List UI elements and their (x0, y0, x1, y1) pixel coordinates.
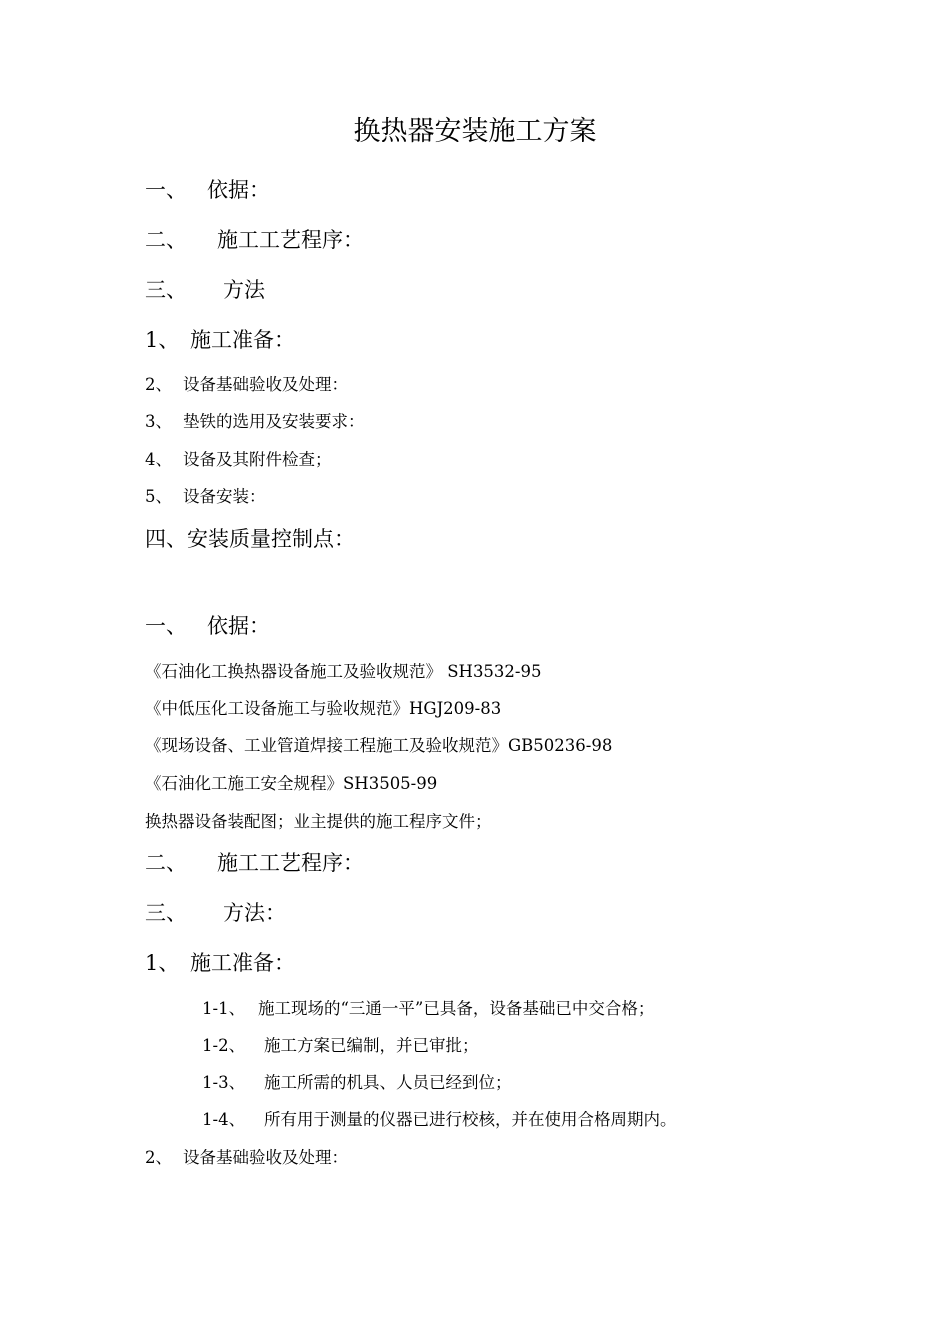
preparation-item-text: 所有用于测量的仪器已进行校核，并在使用合格周期内。 (264, 1110, 677, 1129)
preparation-item-number: 1-3、 (202, 1073, 246, 1092)
toc-section-3-number: 三、 (145, 278, 187, 302)
preparation-item (202, 1112, 677, 1129)
toc-item-3-number: 3、 (145, 412, 172, 431)
toc-item-5 (145, 489, 266, 506)
section-2-text: 施工工艺程序： (217, 851, 364, 875)
subsection-2-heading (145, 1150, 348, 1167)
preparation-item-number: 1-2、 (202, 1036, 246, 1055)
toc-section-2-number: 二、 (145, 228, 187, 252)
toc-item-1-number: 1、 (145, 328, 180, 352)
toc-item-3 (145, 414, 365, 431)
section-2-number: 二、 (145, 851, 187, 875)
toc-item-5-number: 5、 (145, 487, 172, 506)
toc-section-4: 四、安装质量控制点： (145, 527, 355, 551)
section-3-heading (145, 903, 286, 924)
section-3-number: 三、 (145, 901, 187, 925)
preparation-item-text: 施工所需的机具、人员已经到位； (264, 1073, 512, 1092)
toc-section-3-text: 方法 (223, 278, 265, 302)
toc-item-1-text: 施工准备： (190, 328, 295, 352)
preparation-item-number: 1-1、 (202, 999, 246, 1018)
reference-item: 《现场设备、工业管道焊接工程施工及验收规范》GB50236-98 (145, 736, 613, 755)
preparation-item (202, 1038, 479, 1055)
section-2-heading (145, 853, 364, 874)
toc-section-3 (145, 280, 265, 301)
preparation-item-text: 施工方案已编制，并已审批； (264, 1036, 479, 1055)
reference-item: 《石油化工施工安全规程》SH3505-99 (145, 774, 438, 793)
toc-section-1 (145, 180, 270, 201)
subsection-1-heading (145, 953, 295, 974)
toc-item-1 (145, 330, 295, 351)
toc-item-3-text: 垫铁的选用及安装要求： (183, 412, 365, 431)
toc-section-1-text: 依据： (207, 178, 270, 202)
toc-item-4 (145, 452, 332, 469)
toc-item-2 (145, 377, 348, 394)
section-3-text: 方法： (223, 901, 286, 925)
preparation-item (202, 1075, 512, 1092)
preparation-item (202, 1001, 654, 1018)
toc-section-2 (145, 230, 364, 251)
subsection-2-number: 2、 (145, 1148, 172, 1167)
subsection-1-text: 施工准备： (190, 951, 295, 975)
toc-section-1-number: 一、 (145, 178, 187, 202)
preparation-item-text: 施工现场的“三通一平”已具备，设备基础已中交合格； (258, 999, 655, 1018)
toc-item-2-text: 设备基础验收及处理： (183, 375, 348, 394)
toc-item-2-number: 2、 (145, 375, 172, 394)
section-1-heading (145, 616, 270, 637)
subsection-2-text: 设备基础验收及处理： (183, 1148, 348, 1167)
subsection-1-number: 1、 (145, 951, 180, 975)
toc-section-2-text: 施工工艺程序： (217, 228, 364, 252)
toc-item-4-text: 设备及其附件检查； (183, 450, 332, 469)
toc-item-4-number: 4、 (145, 450, 172, 469)
reference-item: 换热器设备装配图；业主提供的施工程序文件； (145, 812, 492, 831)
reference-item: 《石油化工换热器设备施工及验收规范》 SH3532-95 (145, 662, 542, 681)
preparation-item-number: 1-4、 (202, 1110, 246, 1129)
document-title: 换热器安装施工方案 (353, 116, 597, 147)
toc-item-5-text: 设备安装： (183, 487, 266, 506)
section-1-text: 依据： (207, 614, 270, 638)
section-1-number: 一、 (145, 614, 187, 638)
reference-item: 《中低压化工设备施工与验收规范》HGJ209-83 (145, 699, 502, 718)
